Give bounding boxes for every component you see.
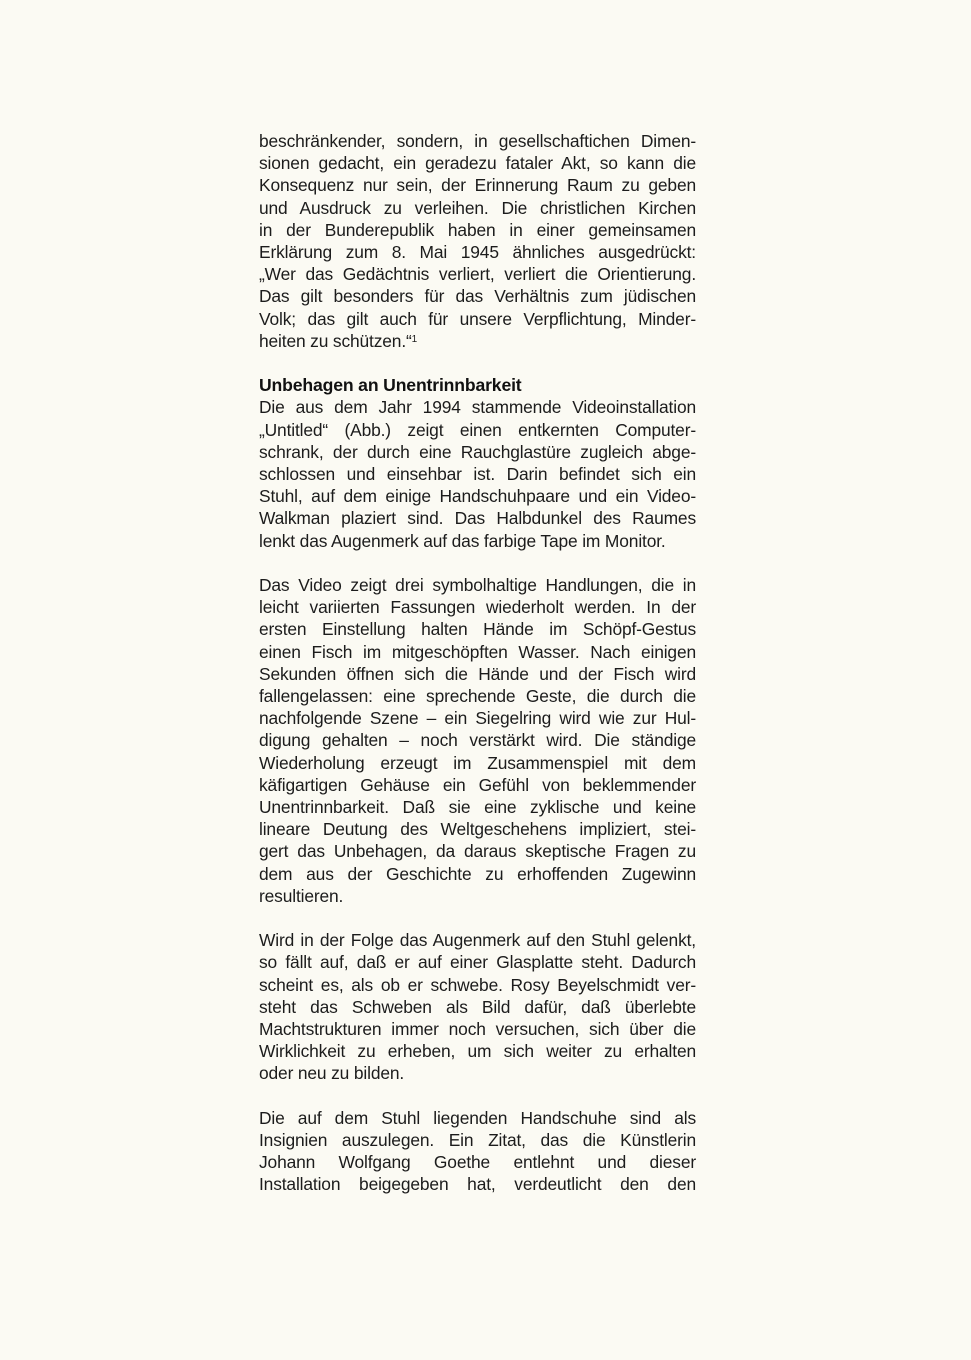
- body-paragraph: [259, 574, 696, 907]
- text-line: lineare Deutung des Weltgeschehens impliziert, stei-: [259, 819, 696, 840]
- text-column: [259, 130, 696, 1196]
- text-line: resultieren.: [259, 885, 344, 906]
- text-line: Installation beigegeben hat, verdeutlicht den den: [259, 1174, 696, 1195]
- text-line: fallengelassen: eine sprechende Geste, die durch die: [259, 686, 696, 707]
- text-line: dem aus der Geschichte zu erhoffenden Zugewinn: [259, 863, 696, 884]
- text-line: digung gehalten – noch verstärkt wird. Die ständige: [259, 730, 696, 751]
- text-line: käfigartigen Gehäuse ein Gefühl von beklemmender: [259, 774, 696, 795]
- body-paragraph: [259, 130, 696, 352]
- text-line: leicht variierten Fassungen wiederholt werden. In der: [259, 597, 696, 618]
- text-line: so fällt auf, daß er auf einer Glasplatte steht. Dadurch: [259, 952, 696, 973]
- text-line: oder neu zu bilden.: [259, 1063, 405, 1084]
- text-line: Volk; das gilt auch für unsere Verpflichtung, Minder-: [259, 308, 696, 329]
- text-line: einen Fisch im mitgeschöpften Wasser. Nach einigen: [259, 641, 696, 662]
- text-line: in der Bunderepublik haben in einer gemeinsamen: [259, 219, 696, 240]
- text-line: nachfolgende Szene – ein Siegelring wird wie zur Hul-: [259, 708, 696, 729]
- text-line: Wirklichkeit zu erheben, um sich weiter zu erhalten: [259, 1041, 696, 1062]
- text-line: und Ausdruck zu verleihen. Die christlichen Kirchen: [259, 197, 696, 218]
- text-line: Stuhl, auf dem einige Handschuhpaare und ein Video-: [259, 486, 696, 507]
- text-line: schlossen und einsehbar ist. Darin befindet sich ein: [259, 464, 696, 485]
- text-line: ersten Einstellung halten Hände im Schöpf-Gestus: [259, 619, 696, 640]
- text-line: lenkt das Augenmerk auf das farbige Tape im Monitor.: [259, 530, 666, 551]
- body-paragraph: [259, 929, 696, 1084]
- text-line: beschränkender, sondern, in gesellschaftichen Dimen-: [259, 131, 696, 151]
- text-line: Das Video zeigt drei symbolhaltige Handlungen, die in: [259, 575, 696, 596]
- text-line: steht das Schweben als Bild dafür, daß überlebte: [259, 996, 696, 1017]
- text-line: sionen gedacht, ein geradezu fataler Akt, so kann die: [259, 153, 696, 174]
- text-line: heiten zu schützen.“$^1$: [259, 330, 418, 351]
- text-line: „Untitled“ (Abb.) zeigt einen entkernten Computer-: [259, 419, 696, 440]
- text-line: Die aus dem Jahr 1994 stammende Videoinstallation: [259, 397, 696, 418]
- text-line: Machtstrukturen immer noch versuchen, sich über die: [259, 1019, 696, 1040]
- text-line: Die auf dem Stuhl liegenden Handschuhe sind als: [259, 1107, 696, 1128]
- footnote-marker: 1: [411, 333, 418, 345]
- text-line: „Wer das Gedächtnis verliert, verliert die Orientierung.: [259, 264, 696, 285]
- text-line: Wird in der Folge das Augenmerk auf den Stuhl gelenkt,: [259, 930, 696, 951]
- text-line: Das gilt besonders für das Verhältnis zum jüdischen: [259, 286, 696, 307]
- text-line: Johann Wolfgang Goethe entlehnt und dieser: [259, 1152, 696, 1173]
- text-line: scheint es, als ob er schwebe. Rosy Beyelschmidt ver-: [259, 974, 696, 995]
- body-paragraph: [259, 396, 696, 551]
- text-line: Insignien auszulegen. Ein Zitat, das die Künstlerin: [259, 1130, 696, 1151]
- body-paragraph: [259, 1107, 696, 1196]
- text-line: Konsequenz nur sein, der Erinnerung Raum zu geben: [259, 175, 696, 196]
- text-line: gert das Unbehagen, da daraus skeptische Fragen zu: [259, 841, 696, 862]
- section-heading: Unbehagen an Unentrinnbarkeit: [259, 375, 522, 396]
- text-line: Unentrinnbarkeit. Daß sie eine zyklische und keine: [259, 797, 696, 818]
- text-line: Walkman plaziert sind. Das Halbdunkel des Raumes: [259, 508, 696, 529]
- text-line: schrank, der durch eine Rauchglastüre zugleich abge-: [259, 441, 696, 462]
- text-line: Wiederholung erzeugt im Zusammenspiel mit dem: [259, 752, 696, 773]
- text-line: Erklärung zum 8. Mai 1945 ähnliches ausgedrückt:: [259, 242, 696, 263]
- text-line: Sekunden öffnen sich die Hände und der Fisch wird: [259, 663, 696, 684]
